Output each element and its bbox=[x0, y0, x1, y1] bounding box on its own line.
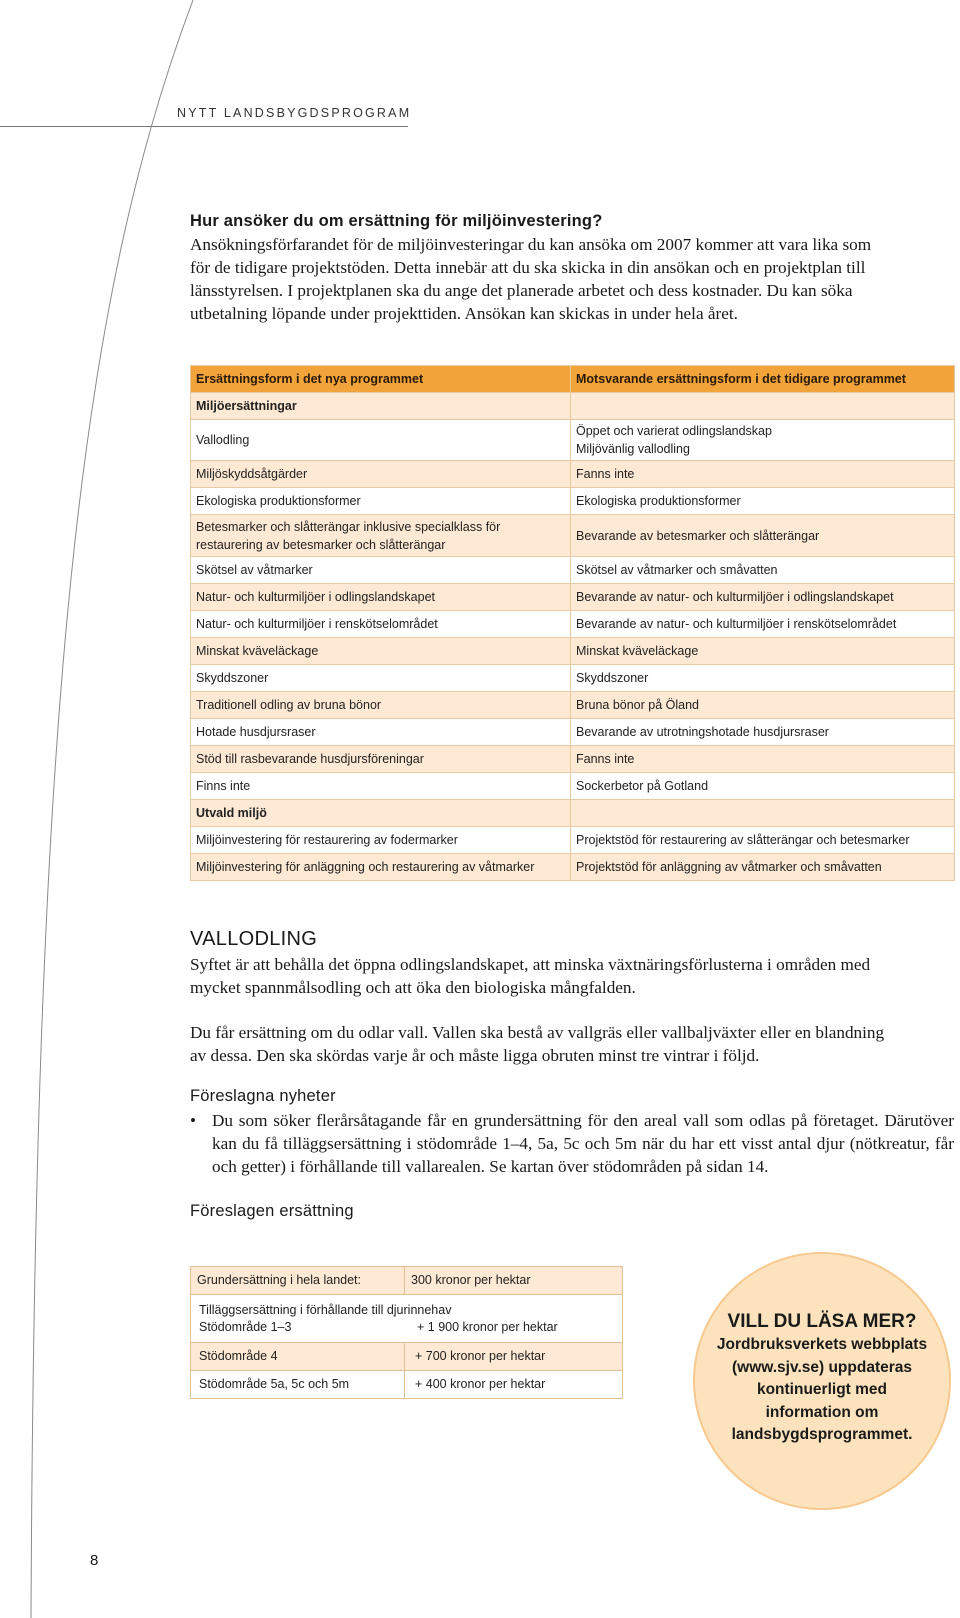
table-cell-new: Stöd till rasbevarande husdjursföreningar bbox=[191, 746, 571, 773]
table-row bbox=[191, 584, 955, 611]
table-cell-old: Fanns inte bbox=[571, 746, 955, 773]
running-head: NYTT LANDSBYGDSPROGRAM bbox=[177, 106, 412, 120]
read-more-callout bbox=[693, 1252, 951, 1510]
table-row bbox=[191, 420, 955, 461]
vallodling-para2-line: av dessa. Den ska skördas varje år och måste ligga obruten minst tre vintrar i följd. bbox=[190, 1046, 760, 1065]
table-cell-old-line: Miljövänlig vallodling bbox=[576, 442, 690, 456]
vallodling-para1-line: Syftet är att behålla det öppna odlingslandskapet, att minska växtnäringsförlusterna i områden med bbox=[190, 955, 871, 974]
table-row bbox=[191, 827, 955, 854]
table-cell-new: Hotade husdjursraser bbox=[191, 719, 571, 746]
table-row bbox=[191, 638, 955, 665]
table-header-new: Ersättningsform i det nya programmet bbox=[191, 366, 571, 393]
table-row bbox=[191, 665, 955, 692]
investment-line: för de tidigare projektstöden. Detta innebär att du ska skicka in din ansökan och en projektplan till bbox=[190, 258, 866, 277]
rate-row bbox=[191, 1343, 623, 1371]
callout-line: kontinuerligt med bbox=[756, 1381, 888, 1398]
vallodling-para2-line: Du får ersättning om du odlar vall. Vallen ska bestå av vallgräs eller vallbaljväxter eller en blandning bbox=[190, 1023, 885, 1042]
table-group-row bbox=[191, 393, 955, 420]
table-row bbox=[191, 488, 955, 515]
table-cell-old bbox=[571, 420, 955, 461]
table-cell-new: Traditionell odling av bruna bönor bbox=[191, 692, 571, 719]
page-number: 8 bbox=[90, 1552, 99, 1569]
callout-title: VILL DU LÄSA MER? bbox=[727, 1311, 917, 1332]
investment-heading: Hur ansöker du om ersättning för miljöinvestering? bbox=[190, 212, 603, 230]
callout-content bbox=[695, 1310, 949, 1447]
table-row bbox=[191, 719, 955, 746]
table-cell-old: Bruna bönor på Öland bbox=[571, 692, 955, 719]
table-cell-new: Skötsel av våtmarker bbox=[191, 557, 571, 584]
rate-base-value: 300 kronor per hektar bbox=[405, 1267, 623, 1295]
vallodling-heading: VALLODLING bbox=[190, 928, 318, 950]
table-cell-new bbox=[191, 515, 571, 557]
rate-row-base bbox=[191, 1267, 623, 1295]
rate-supp-cell bbox=[191, 1295, 623, 1343]
rate-value: + 1 900 kronor per hektar bbox=[417, 1319, 558, 1334]
table-cell-old: Bevarande av natur- och kulturmiljöer i renskötselområdet bbox=[571, 611, 955, 638]
rate-table bbox=[190, 1266, 623, 1399]
bullet-mark: • bbox=[190, 1111, 196, 1130]
table-cell-new: Natur- och kulturmiljöer i odlingslandskapet bbox=[191, 584, 571, 611]
table-cell-new: Miljöersättningar bbox=[191, 393, 571, 420]
table-cell-old: Projektstöd för anläggning av våtmarker och småvatten bbox=[571, 854, 955, 881]
rate-label: Stödområde 5a, 5c och 5m bbox=[191, 1371, 405, 1399]
callout-line: Jordbruksverkets webbplats bbox=[716, 1336, 928, 1353]
table-row bbox=[191, 692, 955, 719]
table-row bbox=[191, 515, 955, 557]
table-cell-old: Bevarande av utrotningshotade husdjursraser bbox=[571, 719, 955, 746]
investment-line: Ansökningsförfarandet för de miljöinvesteringar du kan ansöka om 2007 kommer att vara lika som bbox=[190, 235, 872, 254]
rate-base-label: Grundersättning i hela landet: bbox=[191, 1267, 405, 1295]
table-cell-new: Ekologiska produktionsformer bbox=[191, 488, 571, 515]
table-cell-old bbox=[571, 393, 955, 420]
rate-value: + 400 kronor per hektar bbox=[405, 1371, 623, 1399]
table-cell-new: Natur- och kulturmiljöer i renskötselområdet bbox=[191, 611, 571, 638]
vallodling-section bbox=[190, 928, 954, 1221]
table-cell-old: Fanns inte bbox=[571, 461, 955, 488]
callout-line: landsbygdsprogrammet. bbox=[731, 1426, 913, 1443]
table-header-old: Motsvarande ersättningsform i det tidigare programmet bbox=[571, 366, 955, 393]
table-header-row bbox=[191, 366, 955, 393]
table-row bbox=[191, 746, 955, 773]
vallodling-para1-line: mycket spannmålsodling och att öka den biologiska mångfalden. bbox=[190, 978, 636, 997]
investment-line: länsstyrelsen. I projektplanen ska du ange det planerade arbetet och dess kostnader. Du kan söka bbox=[190, 281, 853, 300]
rate-supp-line bbox=[199, 1319, 614, 1336]
header-rule bbox=[0, 126, 408, 127]
table-cell-old-line: Öppet och varierat odlingslandskap bbox=[576, 424, 772, 438]
table-row bbox=[191, 611, 955, 638]
rate-label: Stödområde 1–3 bbox=[199, 1319, 292, 1334]
table-cell-new-line: Betesmarker och slåtterängar inklusive specialklass för bbox=[196, 519, 501, 534]
callout-line: information om bbox=[765, 1403, 879, 1421]
callout-line: (www.sjv.se) uppdateras bbox=[731, 1358, 913, 1376]
table-cell-new: Vallodling bbox=[191, 420, 571, 461]
table-cell-old: Projektstöd för restaurering av slåtterängar och betesmarker bbox=[571, 827, 955, 854]
table-cell-new: Finns inte bbox=[191, 773, 571, 800]
table-cell-old: Ekologiska produktionsformer bbox=[571, 488, 955, 515]
table-row bbox=[191, 854, 955, 881]
comparison-table bbox=[190, 365, 955, 881]
news-bullet-text: Du som söker flerårsåtagande får en grundersättning för den areal vall som odlas på företaget. Därutöver kan du få tilläggsersättning i stödområde 1–4, 5a, 5c och 5m när du har ett visst antal djur (nötkreatur, får och getter) i förhållande till vallarealen. Se kartan över stödområden på sidan 14. bbox=[212, 1111, 954, 1176]
table-cell-old: Bevarande av natur- och kulturmiljöer i odlingslandskapet bbox=[571, 584, 955, 611]
rate-label: Stödområde 4 bbox=[191, 1343, 405, 1371]
rate-row bbox=[191, 1295, 623, 1343]
table-cell-new: Utvald miljö bbox=[191, 800, 571, 827]
table-cell-new: Miljöskyddsåtgärder bbox=[191, 461, 571, 488]
table-cell-old: Bevarande av betesmarker och slåtterängar bbox=[571, 515, 955, 557]
table-cell-old: Sockerbetor på Gotland bbox=[571, 773, 955, 800]
table-cell-new: Skyddszoner bbox=[191, 665, 571, 692]
investment-line: utbetalning löpande under projekttiden. Ansökan kan skickas in under hela året. bbox=[190, 304, 738, 323]
table-group-row bbox=[191, 800, 955, 827]
table-row bbox=[191, 773, 955, 800]
rate-supp-caption: Tilläggsersättning i förhållande till djurinnehav bbox=[199, 1302, 452, 1317]
table-row bbox=[191, 557, 955, 584]
compensation-heading: Föreslagen ersättning bbox=[190, 1202, 354, 1220]
table-cell-old: Skyddszoner bbox=[571, 665, 955, 692]
news-bullet bbox=[190, 1109, 954, 1178]
table-cell-old: Minskat kväveläckage bbox=[571, 638, 955, 665]
table-cell-old bbox=[571, 800, 955, 827]
decorative-arc bbox=[0, 0, 200, 1618]
table-cell-new: Miljöinvestering för restaurering av fodermarker bbox=[191, 827, 571, 854]
rate-value: + 700 kronor per hektar bbox=[405, 1343, 623, 1371]
news-heading: Föreslagna nyheter bbox=[190, 1087, 336, 1105]
table-cell-new: Minskat kväveläckage bbox=[191, 638, 571, 665]
rate-row bbox=[191, 1371, 623, 1399]
table-cell-new: Miljöinvestering för anläggning och restaurering av våtmarker bbox=[191, 854, 571, 881]
investment-section bbox=[190, 212, 954, 325]
table-row bbox=[191, 461, 955, 488]
table-cell-old: Skötsel av våtmarker och småvatten bbox=[571, 557, 955, 584]
table-cell-new-line: restaurering av betesmarker och slåtterängar bbox=[196, 537, 446, 552]
